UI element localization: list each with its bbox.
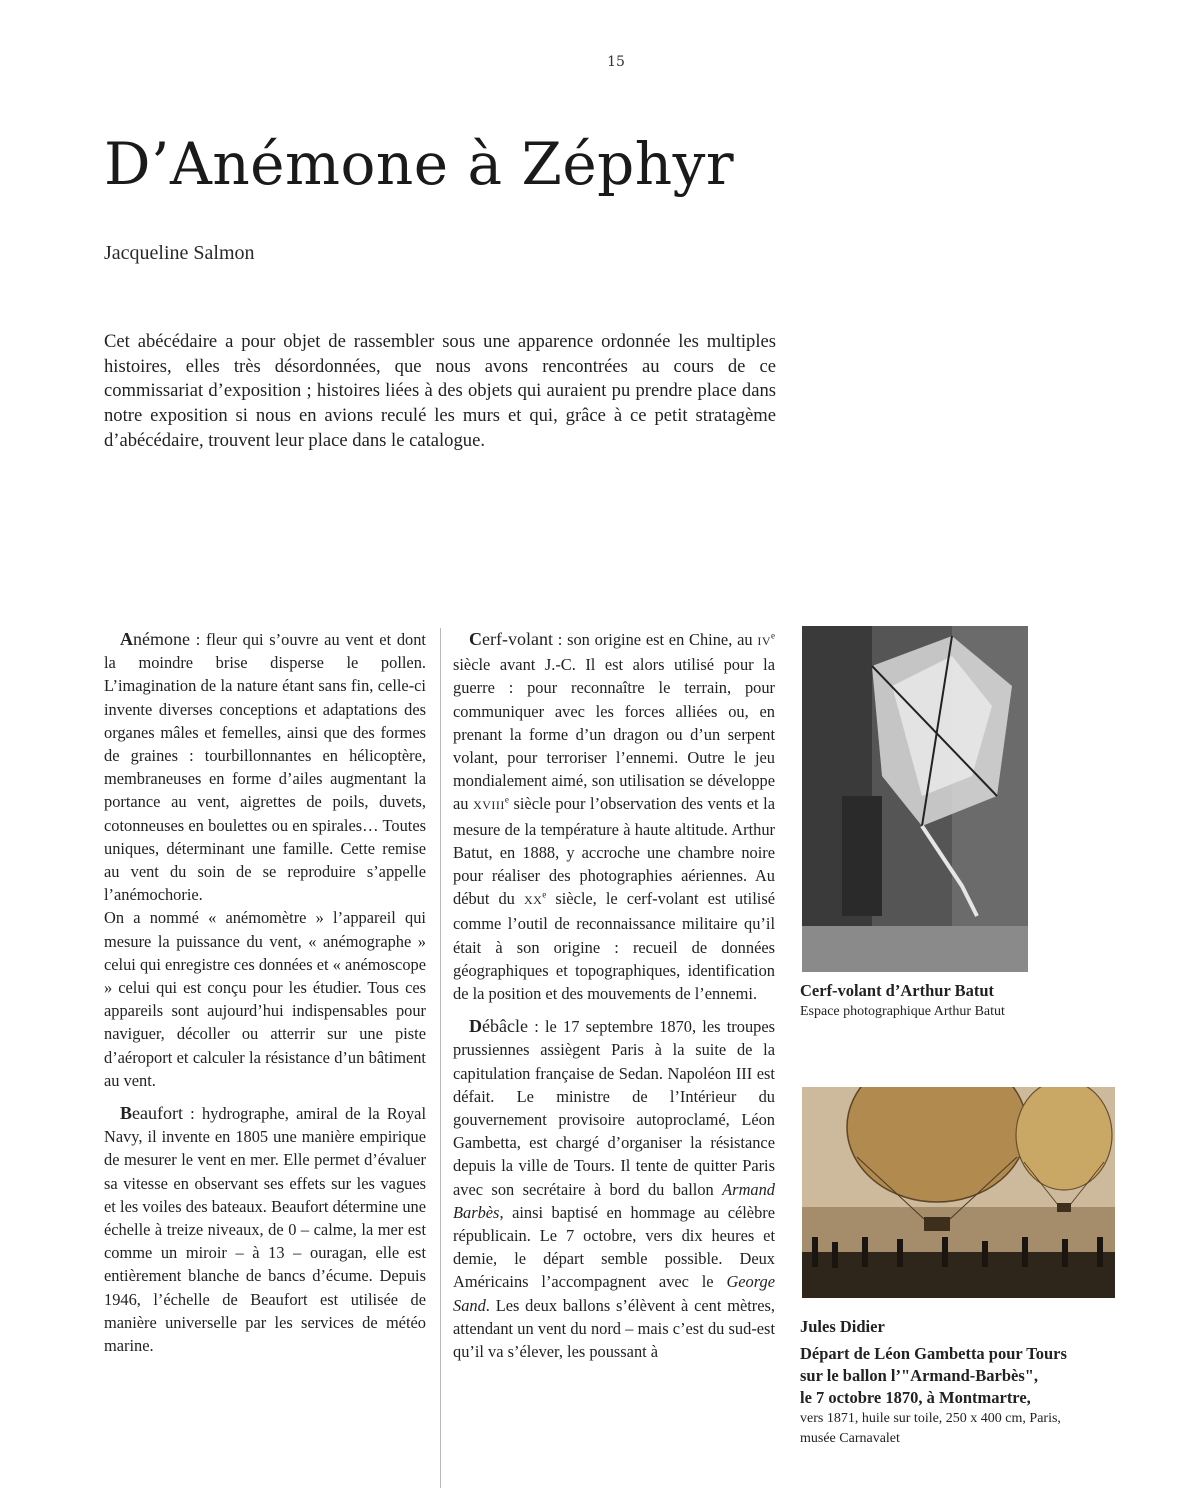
entry-beaufort: Beaufort : hydrographe, amiral de la Royal Navy, il invente en 1805 une manière empirique de mesurer le vent en mer. Elle permet d’évaluer sa vitesse en observant ses effets sur les vagues et les voiles des bateaux. Beaufort détermine une échelle à treize niveaux, de 0 – calme, la mer est comme un miroir – à 13 – ouragan, elle est entièrement blanche de bancs d’écume. Depuis 1946, l’échelle de Beaufort est utilisée de manière universelle par les services de météo marine. — [104, 1103, 426, 1356]
column-divider — [440, 628, 441, 1488]
balloon-caption-title-2: sur le ballon l’"Armand-Barbès", — [800, 1366, 1039, 1385]
article-author: Jacqueline Salmon — [104, 242, 255, 264]
text-column-1 — [104, 628, 426, 1357]
balloon-caption-details-2: musée Carnavalet — [800, 1431, 900, 1446]
entry-debacle: Débâcle : le 17 septembre 1870, les troupes prussiennes assiègent Paris à la suite de la capitulation française de Sedan. Napoléon III est défait. Le ministre de l’Intérieur du gouvernement provisoire autoproclamé, Léon Gambetta, est chargé d’organiser la résistance depuis la ville de Tours. Il tente de quitter Paris avec son secrétaire à bord du ballon Armand Barbès, ainsi baptisé en hommage au célèbre républicain. Le 7 octobre, vers dix heures et demie, le départ semble possible. Deux Américains l’accompagnent avec le George Sand. Les deux ballons s’élèvent à cent mètres, attendant un vent du nord – mais c’est du sud-est qu’il va s’élever, les poussant à — [453, 1016, 775, 1362]
page-number: 15 — [607, 54, 625, 70]
entry-term-beaufort: Beaufort — [120, 1103, 183, 1124]
balloon-caption-title-1: Départ de Léon Gambetta pour Tours — [800, 1344, 1067, 1363]
kite-caption-title: Cerf-volant d’Arthur Batut — [800, 981, 995, 1000]
balloon-caption-artist: Jules Didier — [800, 1317, 885, 1336]
intro-paragraph: Cet abécédaire a pour objet de rassembler sous une apparence ordonnée les multiples histoires, elles très désordonnées, que nous avons rencontrées au cours de ce commissariat d’exposition ; histoires liées à des objets qui auraient pu prendre place dans notre exposition si nous en avions reculé les murs et qui, grâce à ce petit stratagème d’abécédaire, trouvent leur place dans le catalogue. — [104, 331, 776, 451]
entry-anemone-continued: On a nommé « anémomètre » l’appareil qui mesure la puissance du vent, « anémographe » celui qui enregistre ces données et « anémoscope » celui qui est conçu pour les étudier. Tous ces appareils sont aujourd’hui indispensables pour naviguer, décoller ou atterrir sur une piste d’aéroport et calculer la résistance d’un bâtiment au vent. — [104, 908, 426, 1090]
entry-cerf-volant: Cerf-volant : son origine est en Chine, au IVe siècle avant J.-C. Il est alors utilisé pour la guerre : pour reconnaître le terrain, pour communiquer avec les forces alliées ou, en prenant la forme d’un dragon ou d’un serpent volant, pour terroriser l’ennemi. Outre le jeu mondialement aimé, son utilisation se développe au XVIIIe siècle pour l’observation des vents et la mesure de la température à haute altitude. Arthur Batut, en 1888, y accroche une chambre noire pour réaliser des photographies aériennes. Au début du XXe siècle, le cerf-volant est utilisé comme l’outil de reconnaissance militaire qu’il était à son origine : recueil de données géographiques et topographiques, identification de la position et des mouvements de l’ennemi. — [453, 629, 775, 1004]
kite-photograph — [802, 626, 1028, 972]
entry-term-anemone: Anémone — [120, 629, 190, 649]
text-column-2 — [453, 628, 775, 1363]
kite-caption — [800, 980, 1005, 1022]
kite-caption-credit: Espace photographique Arthur Batut — [800, 1004, 1005, 1019]
balloon-caption-details-1: vers 1871, huile sur toile, 250 x 400 cm, Paris, — [800, 1411, 1061, 1426]
entry-term-debacle: Débâcle — [469, 1016, 528, 1037]
balloon-caption-title-3: le 7 octobre 1870, à Montmartre, — [800, 1388, 1031, 1407]
entry-term-cerf-volant: Cerf-volant — [469, 629, 553, 649]
balloon-caption — [800, 1316, 1130, 1449]
article-title: D’Anémone à Zéphyr — [104, 130, 735, 198]
entry-anemone: Anémone : fleur qui s’ouvre au vent et dont la moindre brise disperse le pollen. L’imagination de la nature étant sans fin, celle-ci invente diverses conceptions et adaptations des organes mâles et femelles, ainsi que des formes de graines : tourbillonnantes en hélicoptère, membraneuses en forme d’ailes augmentant la portance au vent, aigrettes de poils, duvets, cotonneuses en boulettes ou en spirales… Toutes uniques, déterminant une famille. Cette remise au vent du soin de se reproduire s’appelle l’anémochorie. — [104, 629, 426, 905]
balloon-painting — [802, 1087, 1115, 1298]
